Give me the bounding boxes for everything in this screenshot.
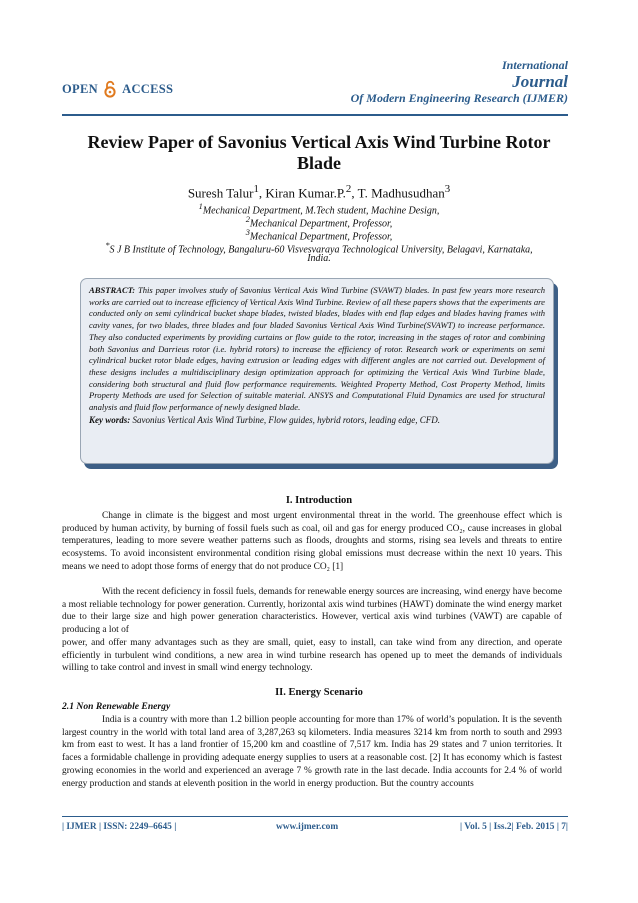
section-heading-introduction: I. Introduction — [285, 495, 353, 506]
journal-line-journal: Journal — [512, 72, 568, 91]
section-heading-energy-scenario: II. Energy Scenario — [275, 687, 363, 698]
keywords-line — [89, 415, 545, 427]
author-sup: 2 — [345, 183, 352, 195]
footer-website-link[interactable]: www.ijmer.com — [276, 822, 339, 832]
author-name: Suresh Talur — [187, 185, 254, 201]
energy-paragraph-1: India is a country with more than 1.2 billion people accounting for more than 17% of world’s population. It is the seventh largest country in the world with total land area of 3,287,263 sq kilometers. India measures 3214 km from north to south and 2993 km from east to west. It has a land frontier of 15,200 km and coastline of 7,517 km. India has 29 states and 7 union territories. It faces a formidable challenge in providing adequate energy supplies to users at a reasonable cost. [2] It has economy which is fastest growing economies in the world and experienced an average 7 % growth rate in the last decade. India accounts for 2.4 % of world energy production and stands at eleventh position in the world in energy production. But the country accounts — [62, 715, 562, 789]
author-name: T. Madhusudhan — [357, 185, 445, 201]
aff-sup: 1 — [198, 202, 203, 211]
aff-sup: 2 — [245, 215, 250, 224]
author-sup: 3 — [444, 183, 451, 195]
open-lock-icon — [103, 80, 117, 98]
affiliation-text: Mechanical Department, Professor, — [249, 218, 393, 230]
affiliation-text: S J B Institute of Technology, Bangaluru-60 Visvesvaraya Technological University, Belagavi, Karnataka, — [109, 244, 533, 256]
abstract-box — [80, 278, 554, 464]
author-list: Suresh Talur$^1$, Kiran Kumar.P.$^2$, T. Madhusudhan$^3$ — [187, 183, 451, 201]
paper-title-line1: Review Paper of Savonius Vertical Axis Wind Turbine Rotor — [87, 132, 551, 152]
journal-line-international: International — [501, 58, 568, 72]
paper-title — [72, 132, 566, 174]
intro-paragraph-1: Change in climate is the biggest and most urgent environmental threat in the world. The greenhouse effect which is produced by human activity, by burning of fossil fuels such as coal, oil and gas for energy produced CO₂, cause increases in global temperatures, leading to more severe weather patterns such as floods, droughts and storms, rising sea levels and threats to entire ecosystems. To avoid inconsistent environmental condition rising global emissions must decrease within the next 10 years. This means we need to adopt those forms of energy that do not produce CO₂ [1] — [62, 511, 562, 572]
aff-sup: * — [105, 241, 110, 250]
abstract-label: ABSTRACT: — [89, 285, 136, 295]
abstract-paragraph — [89, 285, 545, 414]
intro-paragraph-2: With the recent deficiency in fossil fuels, demands for renewable energy sources are increasing, wind energy have become a most reliable technology for power generation. Currently, horizontal axis wind turbines (HAWT) dominate the wind energy market due to their large size and high power generation characteristics. However, vertical axis wind turbines (VAWT) are capable of producing a lot of — [62, 587, 562, 636]
intro-paragraph-3: power, and offer many advantages such as they are small, quiet, easy to install, can take wind from any direction, and operate efficiently in turbulent wind conditions, a new area in wind turbine research has opened up to meet the demands of individuals willing to take control and invest in small wind energy technology. — [62, 638, 562, 674]
journal-title-block — [351, 58, 568, 106]
open-access-label-left: OPEN — [62, 82, 98, 96]
author-name: Kiran Kumar.P. — [265, 185, 346, 201]
paper-title-line2: Blade — [296, 153, 341, 173]
open-access-logo — [62, 80, 173, 98]
author-sup: 1 — [253, 183, 259, 195]
header-divider — [62, 114, 568, 116]
affiliation-text: Mechanical Department, M.Tech student, Machine Design, — [202, 205, 440, 217]
subsection-heading: 2.1 Non Renewable Energy — [62, 701, 171, 712]
aff-sup: 3 — [245, 228, 250, 237]
abstract-text: This paper involves study of Savonius Vertical Axis Wind Turbine (SVAWT) blades. In past few years more research works are carried out to increase efficiency of Vertical Axis Wind Turbine. Review of all these papers shows that the experiments are conducted only on semi cylindrical bucket shape blades, twisted blades, blades with end flap edges and blades having frames with cavity vanes, for two blades, three blades and four bladed Savonius Vertical Axis Wind Turbine(SVAWT) to increase performance. They also conducted experiments by providing curtains or flow guide to the rotor, increasing in the stages of rotor and combining both Savonius and Darrieus rotor (i.e. hybrid rotors) to increase the efficiency of rotor. Research work or experiments on semi cylindrical bucket rotor blade edges, having extrusion or leading edges with different angles are not carried out. Development of these designs includes a multidisciplinary design optimization approach for optimizing the Vertical Axis Wind Turbine blade, considering both structural and fluid flow performance requirements. Weighted Property Method, Cost Property Method, limits Property Methods are used for Selection of suitable material. ANSYS and Computational Fluid Dynamics are used for structural analysis and fluid flow performance of newly designed blade. — [89, 285, 545, 413]
affiliation-text: Mechanical Department, Professor, — [249, 231, 393, 243]
footer-volume: | Vol. 5 | Iss.2| Feb. 2015 | 7| — [460, 822, 568, 832]
journal-line-name: Of Modern Engineering Research (IJMER) — [350, 91, 568, 105]
footer-issn: | IJMER | ISSN: 2249–6645 | — [62, 822, 177, 832]
affiliation-line: India. — [307, 253, 331, 264]
open-access-label-right: ACCESS — [122, 82, 174, 96]
keywords-label: Key words: — [89, 414, 131, 425]
footer-divider — [62, 816, 568, 817]
keywords-text: Savonius Vertical Axis Wind Turbine, Flow guides, hybrid rotors, leading edge, CFD. — [132, 414, 440, 425]
